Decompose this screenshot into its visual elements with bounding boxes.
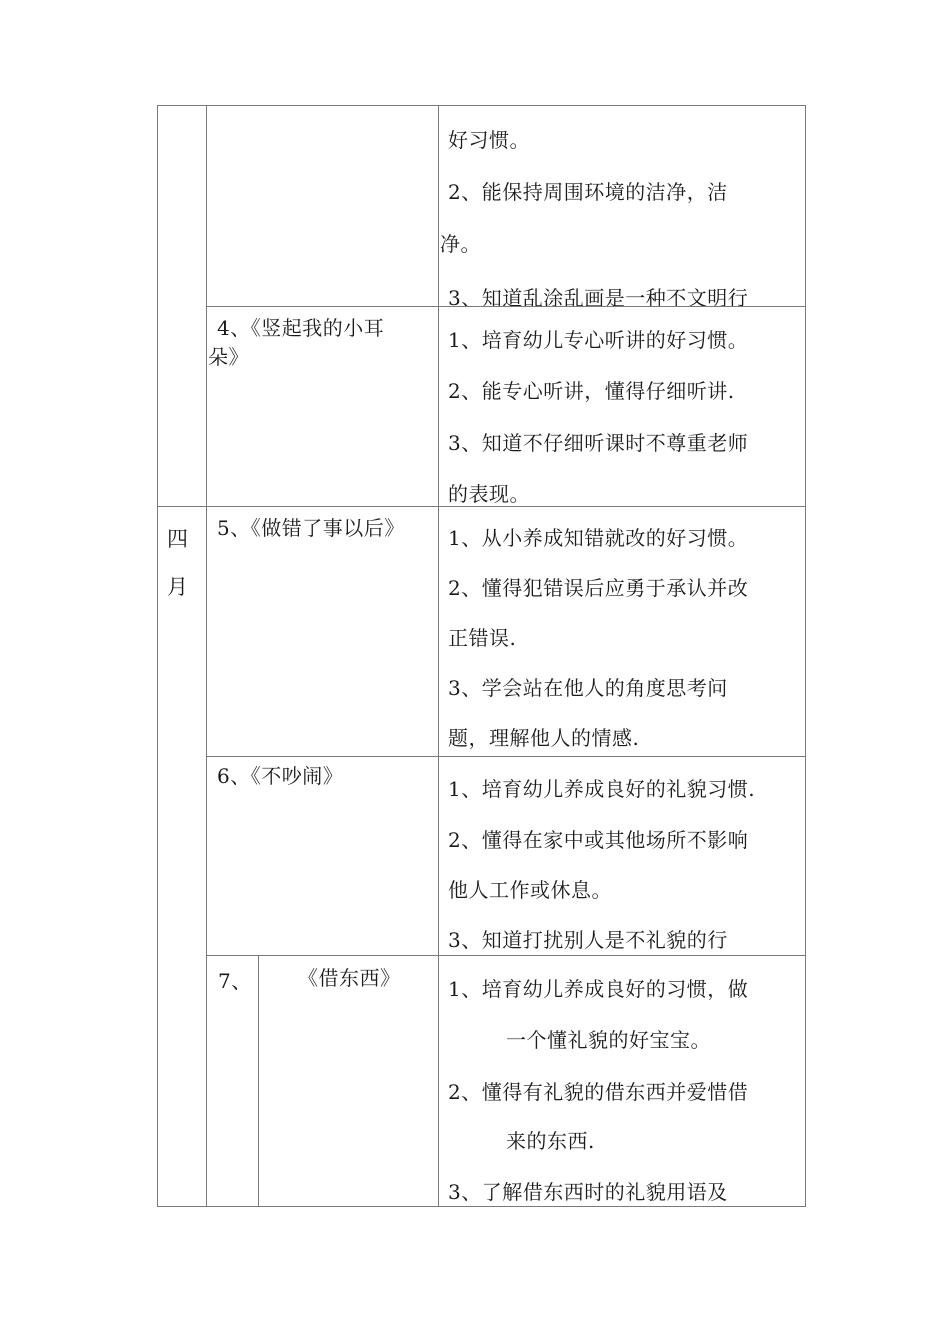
row-3-goal-4: 3、学会站在他人的角度思考问: [448, 676, 728, 700]
row-1-goal-4: 3、知道乱涂乱画是一种不文明行: [448, 286, 749, 306]
row-3-goal-1: 1、从小养成知错就改的好习惯。: [448, 526, 749, 550]
row-4-title: 6、《不吵闹》: [217, 764, 344, 788]
row-5-number: 7、: [218, 969, 252, 993]
row-1-goal-1: 好习惯。: [448, 128, 530, 152]
row-3-goal-5: 题，理解他人的情感.: [448, 726, 640, 750]
row-2-goal-3: 3、知道不仔细听课时不尊重老师: [448, 431, 749, 455]
month-column-divider: [206, 105, 207, 1207]
table-bottom-border: [157, 1206, 806, 1207]
row-5-goal-3: 2、懂得有礼貌的借东西并爱惜借: [448, 1080, 749, 1104]
row-4-goal-1: 1、培育幼儿养成良好的礼貌习惯.: [448, 777, 756, 801]
row-4-goal-4: 3、知道打扰别人是不礼貌的行: [448, 928, 728, 952]
row-5-goal-1: 1、培育幼儿养成良好的习惯，做: [448, 977, 749, 1001]
row-1-goal-2: 2、能保持周围环境的洁净，洁: [448, 180, 728, 204]
row-5-goals-cell: [439, 956, 805, 1206]
row-5-goal-2: 一个懂礼貌的好宝宝。: [506, 1028, 711, 1052]
row-2-title-line-2: 朵》: [208, 345, 249, 369]
row-2-goal-1: 1、培育幼儿专心听讲的好习惯。: [448, 328, 749, 352]
row-3-goal-2: 2、懂得犯错误后应勇于承认并改: [448, 576, 749, 600]
row-3-goal-3: 正错误.: [448, 626, 517, 650]
row-3-goals-cell: [439, 507, 805, 756]
row-2-goal-4: 的表现。: [448, 482, 530, 506]
row-2-goal-2: 2、能专心听讲，懂得仔细听讲.: [448, 379, 735, 403]
row-1-goals-cell: [439, 106, 805, 306]
row-1-goal-3: 净。: [440, 232, 481, 256]
row-4-goal-2: 2、懂得在家中或其他场所不影响: [448, 828, 749, 852]
row-5-goal-4: 来的东西.: [506, 1129, 595, 1153]
number-title-divider: [258, 955, 259, 1207]
row-2-title-line-1: 4、《竖起我的小耳: [217, 316, 385, 340]
month-label: 四月: [167, 527, 189, 599]
row-4-goals-cell: [439, 757, 805, 955]
row-3-title: 5、《做错了事以后》: [217, 516, 405, 540]
row-5-title: 《借东西》: [298, 966, 401, 990]
table-left-border: [157, 105, 158, 1207]
row-2-goals-cell: [439, 307, 805, 506]
row-4-goal-3: 他人工作或休息。: [448, 878, 612, 902]
table-right-border: [805, 105, 806, 1207]
row-5-goal-5: 3、了解借东西时的礼貌用语及: [448, 1180, 728, 1204]
